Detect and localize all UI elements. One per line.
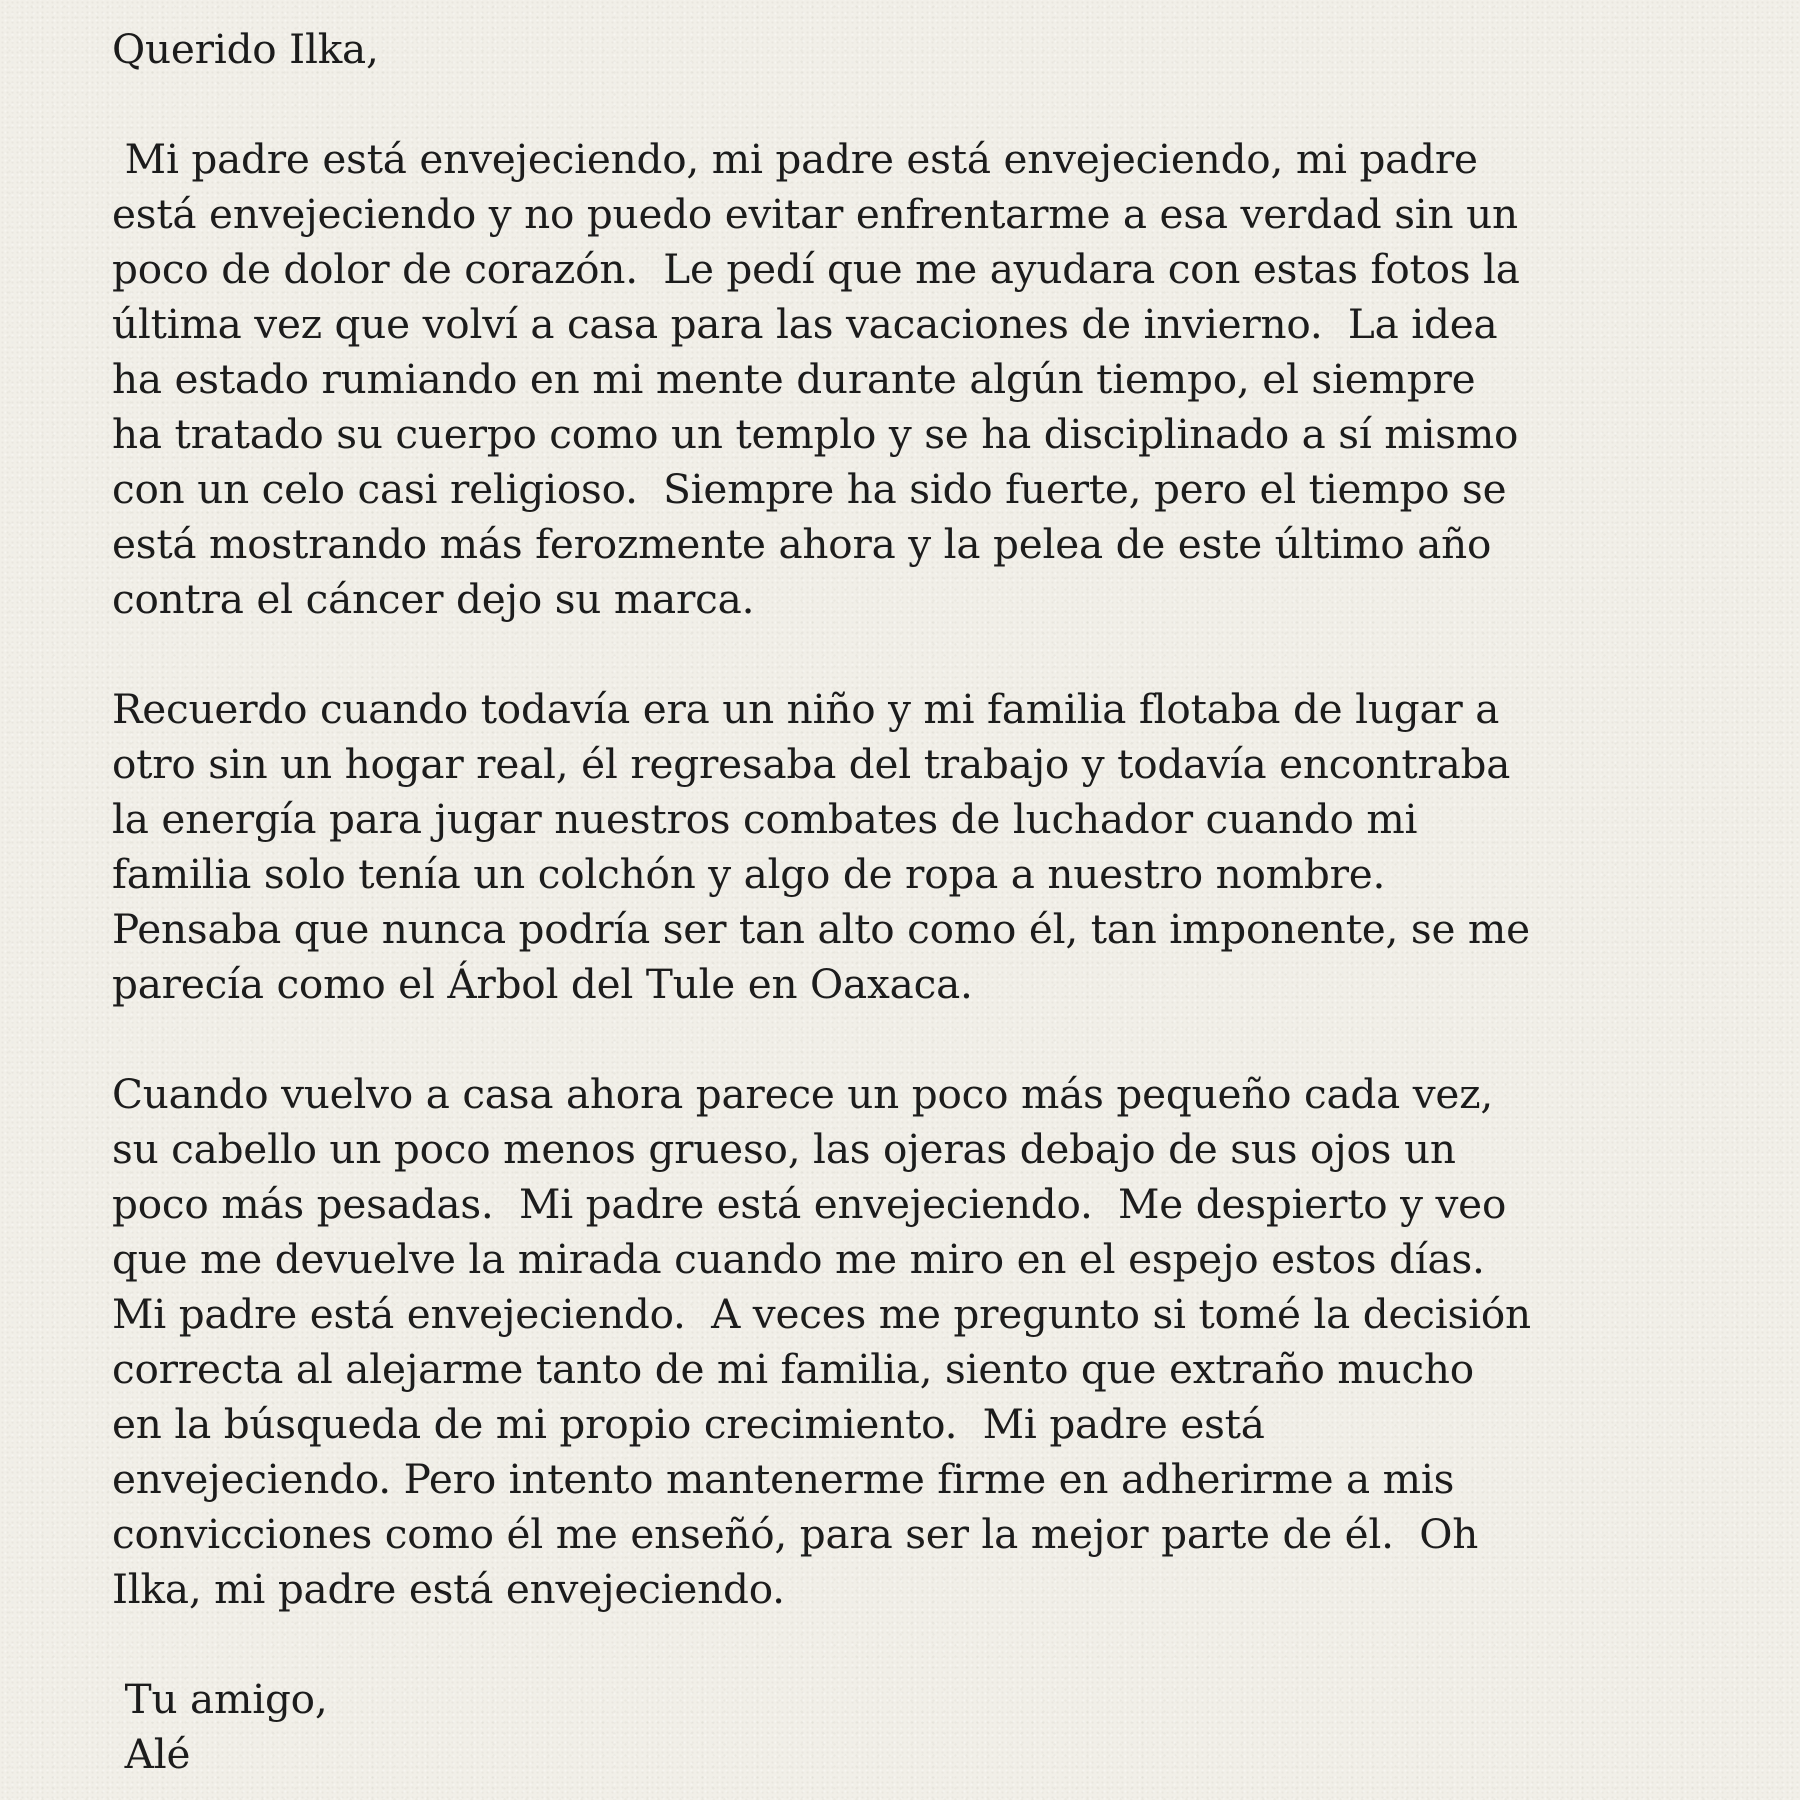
paragraph-line: Pensaba que nunca podría ser tan alto como él, tan imponente, se me — [112, 905, 1530, 953]
paragraph-line: poco de dolor de corazón. Le pedí que me ayudara con estas fotos la — [112, 245, 1520, 293]
paragraph-gap — [112, 1012, 1752, 1067]
paragraph-line: Mi padre está envejeciendo, mi padre está envejeciendo, mi padre — [112, 135, 1478, 183]
paragraph-1 — [112, 132, 1752, 627]
paragraph-line: Mi padre está envejeciendo. A veces me pregunto si tomé la decisión — [112, 1290, 1531, 1338]
paragraph-gap — [112, 1617, 1752, 1672]
paragraph-line: en la búsqueda de mi propio crecimiento. Mi padre está — [112, 1400, 1265, 1448]
paragraph-gap — [112, 77, 1752, 132]
paragraph-line: Ilka, mi padre está envejeciendo. — [112, 1565, 785, 1613]
paragraph-line: última vez que volví a casa para las vacaciones de invierno. La idea — [112, 300, 1498, 348]
paragraph-line: contra el cáncer dejo su marca. — [112, 575, 755, 623]
paragraph-line: que me devuelve la mirada cuando me miro en el espejo estos días. — [112, 1235, 1485, 1283]
signature: Alé — [112, 1730, 191, 1778]
paragraph-line: convicciones como él me enseñó, para ser la mejor parte de él. Oh — [112, 1510, 1479, 1558]
paragraph-line: Cuando vuelvo a casa ahora parece un poco más pequeño cada vez, — [112, 1070, 1494, 1118]
paragraph-line: otro sin un hogar real, él regresaba del trabajo y todavía encontraba — [112, 740, 1511, 788]
paragraph-line: su cabello un poco menos grueso, las ojeras debajo de sus ojos un — [112, 1125, 1456, 1173]
paragraph-line: Recuerdo cuando todavía era un niño y mi familia flotaba de lugar a — [112, 685, 1500, 733]
paragraph-3 — [112, 1067, 1752, 1617]
paragraph-line: ha tratado su cuerpo como un templo y se ha disciplinado a sí mismo — [112, 410, 1519, 458]
paragraph-line: poco más pesadas. Mi padre está envejeciendo. Me despierto y veo — [112, 1180, 1507, 1228]
letter — [112, 22, 1752, 1782]
paragraph-line: está envejeciendo y no puedo evitar enfrentarme a esa verdad sin un — [112, 190, 1518, 238]
paragraph-line: está mostrando más ferozmente ahora y la pelea de este último año — [112, 520, 1492, 568]
paragraph-gap — [112, 627, 1752, 682]
closing: Tu amigo, — [112, 1675, 328, 1723]
greeting: Querido Ilka, — [112, 25, 379, 73]
paragraph-line: la energía para jugar nuestros combates de luchador cuando mi — [112, 795, 1418, 843]
paragraph-line: envejeciendo. Pero intento mantenerme firme en adherirme a mis — [112, 1455, 1455, 1503]
paragraph-2 — [112, 682, 1752, 1012]
paragraph-line: ha estado rumiando en mi mente durante algún tiempo, el siempre — [112, 355, 1476, 403]
paragraph-line: correcta al alejarme tanto de mi familia, siento que extraño mucho — [112, 1345, 1474, 1393]
paragraph-line: parecía como el Árbol del Tule en Oaxaca. — [112, 960, 973, 1008]
paragraph-line: con un celo casi religioso. Siempre ha sido fuerte, pero el tiempo se — [112, 465, 1507, 513]
paragraph-line: familia solo tenía un colchón y algo de ropa a nuestro nombre. — [112, 850, 1386, 898]
